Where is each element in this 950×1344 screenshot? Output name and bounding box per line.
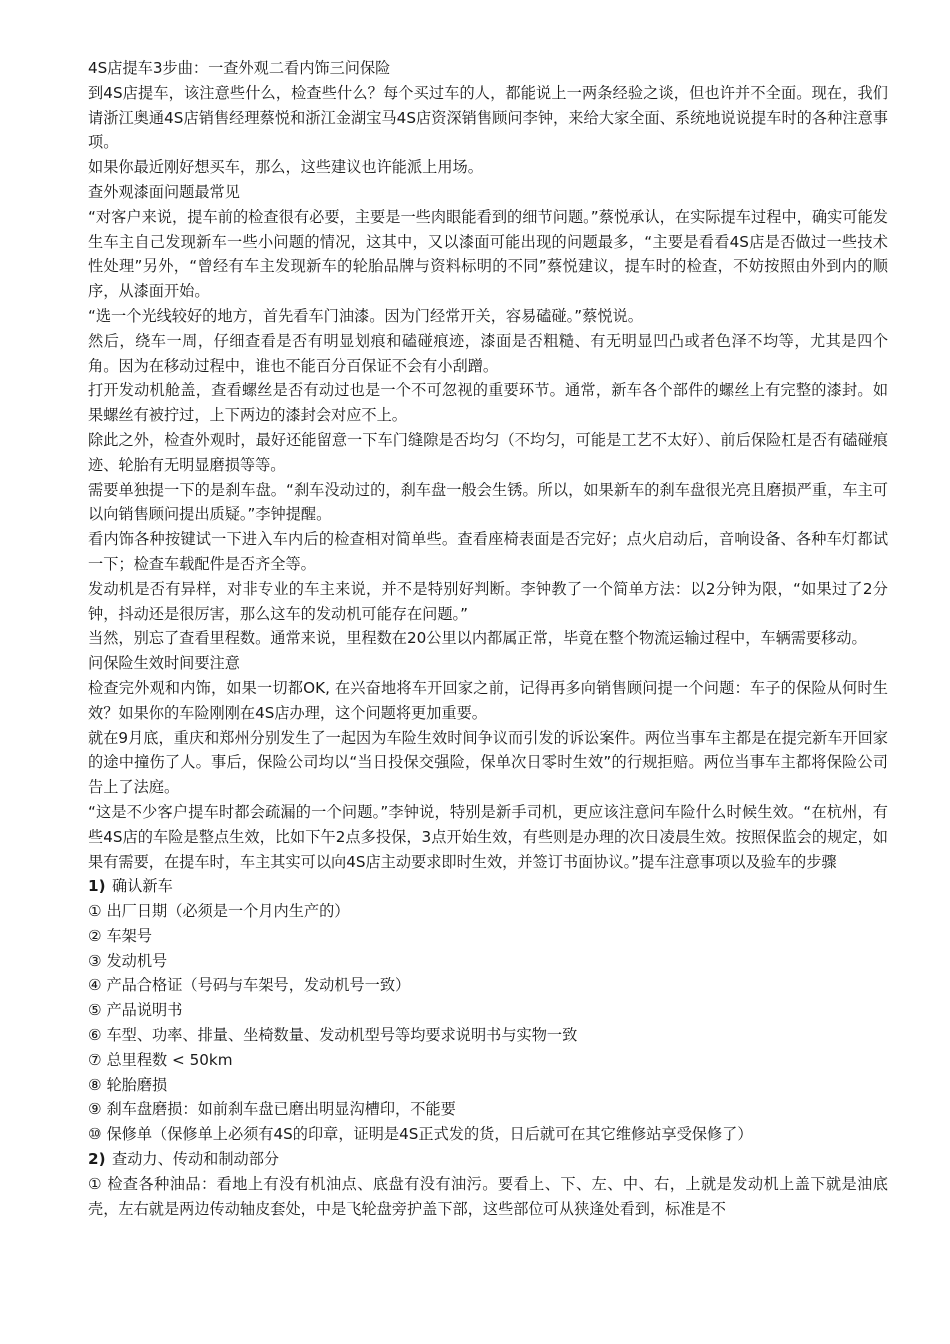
paragraph-paint: “对客户来说，提车前的检查很有必要，主要是一些肉眼能看到的细节问题。”蔡悦承认，在实际提车过程中，确实可能发生车主自己发现新车一些小问题的情况，这其中，又以漆面可能出现的问题最多，“主要是看看4S店是否做过一些技术性处理”另外，“曾经有车主发现新车的轮胎品牌与资料标明的不同”蔡悦建议，提车时的检查，不妨按照由外到内的顺序，从漆面开始。 [88,207,888,301]
paragraph-gaps: 除此之外，检查外观时，最好还能留意一下车门缝隙是否均匀（不均匀，可能是工艺不太好）、前后保险杠是否有磕碰痕迹、轮胎有无明显磨损等等。 [88,430,888,474]
paragraph-oil-check: ① 检查各种油品：看地上有没有机油点、底盘有没有油污。要看上、下、左、中、右，上就是发动机上盖下就是油底壳，左右就是两边传动轴皮套处，中是飞轮盘旁护盖下部，这些部位可从狭逢处看到，标准是不 [88,1174,888,1218]
checklist [88,899,888,1147]
paragraph-brake-disc: 需要单独提一下的是刹车盘。“刹车没动过的，刹车盘一般会生锈。所以，如果新车的刹车盘很光亮且磨损严重，车主可以向销售顾问提出质疑。”李钟提醒。 [88,480,888,524]
section-title: 确认新车 [112,877,173,896]
section-number: 1) [88,877,106,896]
list-item: ⑩ 保修单（保修单上必须有4S的印章，证明是4S正式发的货，日后就可在其它维修站享受保修了） [88,1125,753,1144]
section-number: 2) [88,1150,106,1169]
list-item: ⑥ 车型、功率、排量、坐椅数量、发动机型号等均要求说明书与实物一致 [88,1026,578,1045]
paragraph-engine-bay: 打开发动机舱盖，查看螺丝是否有动过也是一个不可忽视的重要环节。通常，新车各个部件的螺丝上有完整的漆封。如果螺丝有被拧过，上下两边的漆封会对应不上。 [88,381,888,425]
list-item: ② 车架号 [88,926,153,945]
list-item: ⑤ 产品说明书 [88,1001,183,1020]
document-title: 4S店提车3步曲：一查外观二看内饰三问保险 [88,59,391,77]
heading-insurance: 问保险生效时间要注意 [88,654,240,673]
list-item: ④ 产品合格证（号码与车架号，发动机号一致） [88,976,411,995]
paragraph-insurance-advice: “这是不少客户提车时都会疏漏的一个问题。”李钟说，特别是新手司机，更应该注意问车险什么时候生效。“在杭州，有些4S店的车险是整点生效，比如下午2点多投保，3点开始生效，有些则是办理的次日凌晨生效。按照保监会的规定，如果有需要，在提车时，车主其实可以向4S店主动要求即时生效，并签订书面协议。”提车注意事项以及验车的步骤 [88,802,888,871]
list-item: ⑨ 刹车盘磨损：如前刹车盘已磨出明显沟槽印，不能要 [88,1100,456,1119]
list-item: ⑦ 总里程数 < 50km [88,1050,233,1069]
section-title: 查动力、传动和制动部分 [112,1150,280,1169]
section-heading-2 [88,1147,888,1172]
paragraph-interior: 看内饰各种按键试一下进入车内后的检查相对简单些。查看座椅表面是否完好；点火启动后，音响设备、各种车灯都试一下；检查车载配件是否齐全等。 [88,530,888,573]
list-item: ⑧ 轮胎磨损 [88,1075,168,1094]
heading-exterior: 查外观漆面问题最常见 [88,182,240,201]
paragraph-walkaround: 然后，绕车一周，仔细查看是否有明显划痕和磕碰痕迹，漆面是否粗糙、有无明显凹凸或者色泽不均等，尤其是四个角。因为在移动过程中，谁也不能百分百保证不会有小刮蹭。 [88,331,888,375]
paragraph-engine-test: 发动机是否有异样，对非专业的车主来说，并不是特别好判断。李钟教了一个简单方法：以2分钟为限，“如果过了2分钟，抖动还是很厉害，那么这车的发动机可能存在问题。” [88,579,888,623]
paragraph-door: “选一个光线较好的地方，首先看车门油漆。因为门经常开关，容易磕碰。”蔡悦说。 [88,306,643,325]
paragraph-mileage: 当然，别忘了查看里程数。通常来说，里程数在20公里以内都属正常，毕竟在整个物流运输过程中，车辆需要移动。 [88,629,867,648]
section-heading-1 [88,874,888,899]
list-item: ③ 发动机号 [88,951,168,970]
intro-paragraph-2: 如果你最近刚好想买车，那么，这些建议也许能派上用场。 [88,158,483,177]
paragraph-insurance-question: 检查完外观和内饰，如果一切都OK, 在兴奋地将车开回家之前，记得再多向销售顾问提一个问题：车子的保险从何时生效？如果你的车险刚刚在4S店办理，这个问题将更加重要。 [88,678,888,722]
document-page [88,56,888,1221]
intro-paragraph: 到4S店提车，该注意些什么，检查些什么？每个买过车的人，都能说上一两条经验之谈，但也许并不全面。现在，我们请浙江奥通4S店销售经理蔡悦和浙江金湖宝马4S店资深销售顾问李钟，来给大家全面、系统地说说提车时的各种注意事项。 [88,83,888,152]
paragraph-lawsuit: 就在9月底，重庆和郑州分别发生了一起因为车险生效时间争议而引发的诉讼案件。两位当事车主都是在提完新车开回家的途中撞伤了人。事后，保险公司均以“当日投保交强险，保单次日零时生效”的行规拒赔。两位当事车主都将保险公司告上了法庭。 [88,728,888,797]
list-item: ① 出厂日期（必须是一个月内生产的） [88,902,350,921]
